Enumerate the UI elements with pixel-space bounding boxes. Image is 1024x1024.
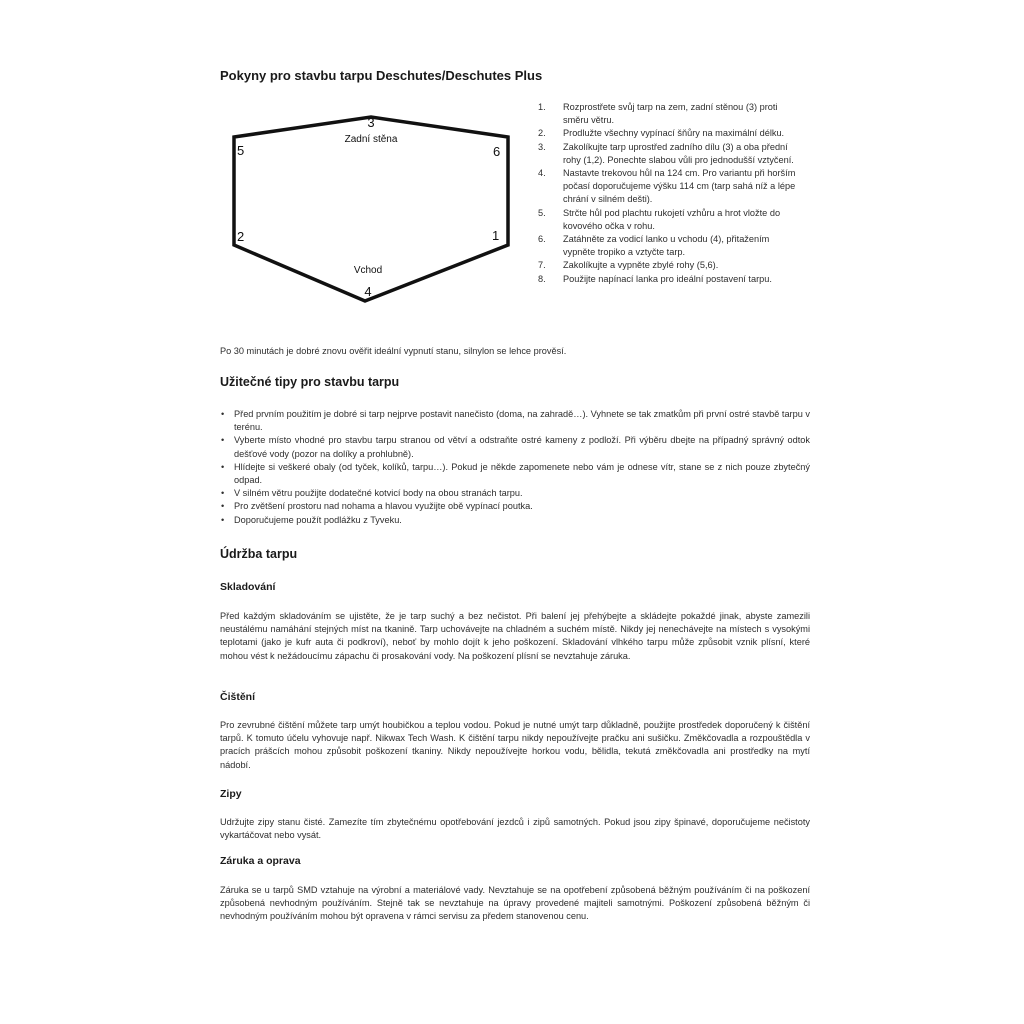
tip-item bbox=[220, 461, 810, 487]
tarp-diagram bbox=[216, 100, 516, 320]
step-text: Zatáhněte za vodicí lanko u vchodu (4), přitažením vypněte tropiko a vztyčte tarp. bbox=[563, 234, 770, 258]
entrance-label: Vchod bbox=[353, 265, 383, 276]
step-number: 2. bbox=[538, 128, 546, 139]
step-number: 1. bbox=[538, 102, 546, 112]
zips-heading: Zipy bbox=[220, 788, 242, 800]
tips-list bbox=[220, 408, 810, 527]
step-number: 7. bbox=[538, 260, 546, 271]
tarp-shape-svg bbox=[216, 100, 516, 320]
point-label-1: 1 bbox=[492, 228, 500, 243]
step-text: Zakolíkujte tarp uprostřed zadního dílu (3) a oba přední rohy (1,2). Ponechte slabou vůli pro jednodušší vztyčení. bbox=[563, 141, 794, 165]
bullet-icon: • bbox=[221, 409, 225, 419]
instruction-steps bbox=[538, 101, 800, 286]
cleaning-text: Pro zevrubné čištění můžete tarp umýt houbičkou a teplou vodou. Pokud je nutné umýt tarp důkladně, použijte prostředek doporučený k čištění tarpů. K tomuto účelu vyhovuje např. Nikwax Tech Wash. K čištění tarpu nikdy nepoužívejte pračku ani sušičku. Změkčovadla a rozpouštědla v pracích prášcích mohou způsobit poškození tkaniny. Nikdy nepoužívejte horkou vodu, bělidla, tekutá změkčovadla ani prostředky na mytí nádobí. bbox=[220, 720, 810, 770]
step-item bbox=[538, 207, 800, 233]
step-item bbox=[538, 127, 800, 140]
step-item bbox=[538, 141, 800, 167]
tip-item bbox=[220, 514, 810, 527]
step-text: Prodlužte všechny vypínací šňůry na maximální délku. bbox=[563, 128, 785, 139]
tip-item bbox=[220, 487, 810, 500]
step-item bbox=[538, 273, 800, 286]
step-text: Nastavte trekovou hůl na 124 cm. Pro variantu při horším počasí doporučujeme výšku 114 cm (tarp sahá níž a lépe chrání v silném dešti). bbox=[563, 168, 796, 205]
tip-text: Vyberte místo vhodné pro stavbu tarpu stranou od větví a odstraňte ostré kameny z podloží. Při výběru dbejte na případný správný odtok dešťové vody (pozor na dolíky a prohlubně). bbox=[234, 435, 810, 459]
step-text: Použijte napínací lanka pro ideální postavení tarpu. bbox=[563, 273, 772, 284]
storage-text: Před každým skladováním se ujistěte, že je tarp suchý a bez nečistot. Při balení jej přehýbejte a skládejte pokaždé jinak, abyste zamezili neustálému namáhání stejných míst na tkanině. Tarp uchovávejte na chladném a suchém místě. Nikdy jej nenechávejte na místech s vysokými teplotami (jako je kufr auta či podkroví), neboť by mohlo dojít k jeho poškození. Skladování vlhkého tarpu může způsobit vznik plísní, které mohou vést k nežádoucímu zápachu či prosakování vody. Na poškození plísní se nevztahuje záruka. bbox=[220, 611, 810, 661]
bullet-icon: • bbox=[221, 514, 225, 525]
cleaning-heading: Čištění bbox=[220, 691, 256, 703]
step-item bbox=[538, 101, 800, 127]
step-text: Zakolíkujte a vypněte zbylé rohy (5,6). bbox=[563, 260, 719, 271]
point-label-5: 5 bbox=[237, 143, 245, 158]
tip-item bbox=[220, 408, 810, 434]
point-label-2: 2 bbox=[237, 229, 245, 244]
bullet-icon: • bbox=[221, 461, 225, 472]
warranty-text: Záruka se u tarpů SMD vztahuje na výrobní a materiálové vady. Nevztahuje se na opotřebení způsobená běžným používáním či na poškození způsobená nevhodným používáním. Stejně tak se nevztahuje na úpravy provedené majiteli samotnými. Poškození způsobená běžným či nevhodným používáním mohou být opravena v rámci servisu za předem stanovenou cenu. bbox=[220, 885, 810, 922]
step-number: 4. bbox=[538, 168, 546, 179]
step-item bbox=[538, 259, 800, 272]
warranty-heading: Záruka a oprava bbox=[220, 855, 301, 867]
tip-item bbox=[220, 500, 810, 513]
step-text: Rozprostřete svůj tarp na zem, zadní stěnou (3) proti směru větru. bbox=[563, 102, 778, 126]
tip-item bbox=[220, 434, 810, 460]
point-label-3: 3 bbox=[367, 115, 375, 130]
tips-heading: Užitečné tipy pro stavbu tarpu bbox=[220, 375, 400, 389]
bullet-icon: • bbox=[221, 488, 225, 499]
step-number: 8. bbox=[538, 273, 546, 284]
bullet-icon: • bbox=[221, 501, 225, 512]
back-wall-label: Zadní stěna bbox=[344, 134, 398, 145]
tip-text: Doporučujeme použít podlážku z Tyveku. bbox=[234, 514, 402, 525]
bullet-icon: • bbox=[221, 435, 225, 446]
maintenance-heading: Údržba tarpu bbox=[220, 547, 298, 561]
document-title: Pokyny pro stavbu tarpu Deschutes/Deschutes Plus bbox=[220, 68, 543, 83]
step-item bbox=[538, 233, 800, 259]
step-number: 6. bbox=[538, 234, 546, 245]
point-label-6: 6 bbox=[493, 144, 501, 159]
zips-text: Udržujte zipy stanu čisté. Zamezíte tím zbytečnému opotřebování jezdců i zipů samotných. Pokud jsou zipy špinavé, doporučujeme nečistoty vykartáčovat nebo vysát. bbox=[220, 817, 810, 841]
storage-heading: Skladování bbox=[220, 581, 276, 593]
tip-text: V silném větru použijte dodatečné kotvicí body na obou stranách tarpu. bbox=[234, 488, 523, 499]
tip-text: Pro zvětšení prostoru nad nohama a hlavou využijte obě vypínací poutka. bbox=[234, 501, 533, 512]
tip-text: Hlídejte si veškeré obaly (od tyček, kolíků, tarpu…). Pokud je někde zapomenete nebo vám je odnese vítr, stane se z nich pouze zbytečný odpad. bbox=[234, 461, 810, 486]
step-text: Strčte hůl pod plachtu rukojetí vzhůru a hrot vložte do kovového očka v rohu. bbox=[563, 207, 781, 231]
setup-note: Po 30 minutách je dobré znovu ověřit ideální vypnutí stanu, silnylon se lehce prověsí. bbox=[220, 346, 567, 356]
step-item bbox=[538, 167, 800, 207]
step-number: 5. bbox=[538, 207, 546, 218]
step-number: 3. bbox=[538, 141, 546, 152]
tip-text: Před prvním použitím je dobré si tarp nejprve postavit nanečisto (doma, na zahradě…). Vyhnete se tak zmatkům při první ostré stavbě tarpu v terénu. bbox=[234, 409, 810, 433]
point-label-4: 4 bbox=[364, 284, 372, 299]
